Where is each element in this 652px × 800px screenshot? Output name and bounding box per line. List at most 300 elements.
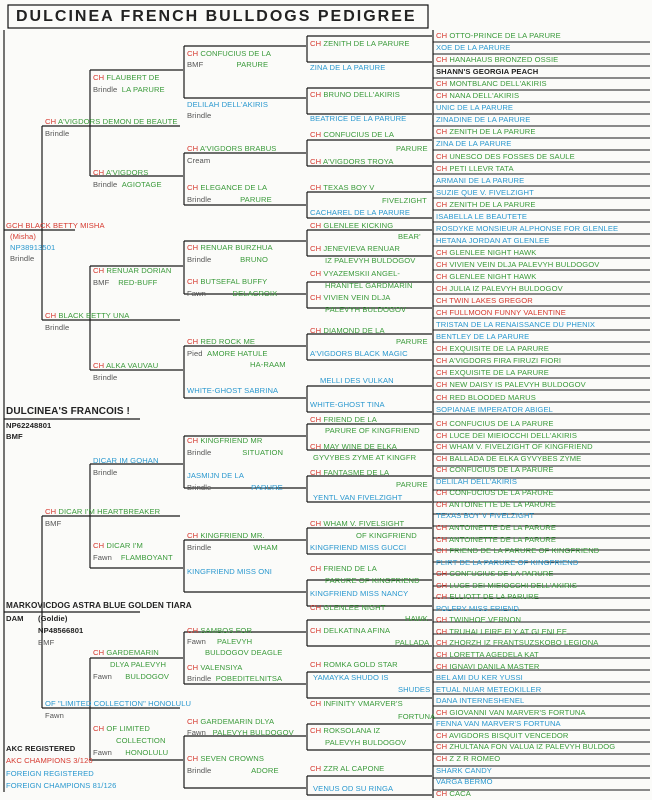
- ch-prefix: CH: [436, 380, 448, 390]
- ch-prefix: CH: [187, 337, 199, 346]
- ch-prefix: CH: [436, 344, 448, 354]
- dam-l3a-color: Brindle: [93, 468, 118, 477]
- dam-l6-name: DELILAH DELL'AKIRIS: [436, 476, 518, 486]
- dam-l3d-name2: COLLECTION: [116, 736, 166, 745]
- akc-registered: AKC REGISTERED: [6, 744, 76, 753]
- sire-l4-5-name2: DELACROIX: [232, 289, 278, 298]
- dam-l4-color: Fawn: [187, 637, 206, 646]
- dam-l3d-color: Fawn: [93, 748, 112, 757]
- sire-l6-name: A'VIGDORS FIRA FIRUZI FIORI: [448, 356, 562, 366]
- dam-l2a-color: BMF: [45, 519, 62, 528]
- sire-l3c-row2: [93, 278, 157, 287]
- ch-prefix: CH: [436, 79, 448, 89]
- dam-l6-name: FLIRT DE LA PARURE OF KINGFRIEND: [436, 557, 579, 567]
- sire-l6-name: TWIN LAKES GREGOR: [449, 296, 533, 306]
- ch-prefix: CH: [310, 244, 322, 253]
- ch-prefix: CH: [436, 419, 448, 428]
- dam-l5-name: GYVYBES ZYME AT KINGFR: [313, 453, 417, 462]
- sire-l6-name: SHANN'S GEORGIA PEACH: [436, 67, 539, 77]
- dam-l4-color: Brindle: [187, 483, 212, 492]
- sire-l6-row: [436, 31, 561, 40]
- dam-l4-name: SEVEN CROWNS: [200, 754, 265, 763]
- dam-l6-row: [436, 535, 556, 544]
- sire-l5-name: A'VIGDORS BLACK MAGIC: [310, 349, 408, 358]
- dam-l2a-name: DICAR I'M HEARTBREAKER: [58, 507, 161, 516]
- ch-prefix: CH: [436, 499, 448, 509]
- sire-l4-3-color: Brindle: [187, 195, 212, 204]
- ch-prefix: CH: [310, 468, 322, 477]
- ch-prefix: CH: [93, 724, 105, 733]
- ch-prefix: CH: [187, 754, 199, 763]
- ch-prefix: CH: [436, 453, 448, 463]
- ch-prefix: CH: [310, 183, 322, 192]
- ch-prefix: CH: [310, 564, 322, 573]
- sire-l4-0-row: [187, 49, 271, 58]
- sire-l4-3-row2: [187, 195, 272, 204]
- dam-l6-name: ANTOINETTE DE LA PARURE: [448, 522, 557, 532]
- dam-l5-name: KINGFRIEND MISS GUCCI: [310, 543, 407, 552]
- dam-l4-name: WHAM: [253, 543, 278, 552]
- dam-l6-name: CONFUCIUS DE LA PARURE: [449, 488, 554, 498]
- dam-l4-name: GARDEMARIN DLYA: [200, 717, 275, 726]
- sire-l4-4-color: Brindle: [187, 255, 212, 264]
- dam-l5-name: YENTL VAN FIVELZIGHT: [313, 493, 403, 502]
- dam-l6-name: SHARK CANDY: [436, 765, 492, 775]
- sire-l6-row: [436, 296, 533, 305]
- dam-l4-name: KINGFRIEND MR: [200, 436, 263, 445]
- dam-l3c-row3: [93, 672, 169, 681]
- sire-l6-row: [436, 152, 575, 161]
- sire-l6-row: [436, 67, 538, 76]
- dam-l3c-name3: BULDOGOV: [125, 672, 170, 681]
- dam-l1-reg: NP48566801: [38, 626, 84, 635]
- sire-l6-name: SOPIANAE IMPERATOR ABIGEL: [436, 404, 554, 414]
- sire-l4-6-name3: HA-RAAM: [250, 360, 286, 369]
- sire-l6-name: FULLMOON FUNNY VALENTINE: [449, 308, 566, 318]
- dam-l5-name: YAMAYKA SHUDO IS: [313, 673, 389, 682]
- dam-l4-name: PALEVYH: [217, 637, 253, 646]
- sire-l4-7-name1: WHITE-GHOST SABRINA: [187, 386, 279, 395]
- dam-l4-color: Fawn: [187, 728, 206, 737]
- sire-l3d-color: Brindle: [93, 373, 118, 382]
- sire-l5-name: GLENLEE KICKING: [323, 221, 394, 230]
- ch-prefix: CH: [436, 753, 448, 763]
- dam-l6-name: ZHULTANA FON VALUA IZ PALEVYH BULDOG: [449, 742, 616, 752]
- ch-prefix: CH: [310, 221, 322, 230]
- sire-l4-2-color: Cream: [187, 156, 211, 165]
- sire-l6-row: [436, 115, 530, 124]
- page-title: DULCINEA FRENCH BULLDOGS PEDIGREE: [16, 8, 417, 25]
- dam-l6-name: TRUHALI FIRE FLY AT GLENLEE: [449, 626, 568, 636]
- sire-l4-4-row: [187, 243, 273, 252]
- dam-l1-color: BMF: [38, 638, 55, 647]
- ch-prefix: CH: [310, 415, 322, 424]
- dam-l6-name: DANA INTERNESHENEL: [436, 696, 525, 706]
- sire-l1-reg: NP38913501: [10, 243, 56, 252]
- ch-prefix: CH: [436, 580, 448, 590]
- dam-l6-row: [436, 719, 561, 728]
- dam-l6-name: BEL AMI DU KER YUSSI: [436, 673, 523, 683]
- ch-prefix: CH: [310, 626, 322, 635]
- dam-l6-name: CONFUCIUS DE LA PARURE: [449, 419, 554, 428]
- ch-prefix: CH: [310, 293, 322, 302]
- sire-l6-name: GLENLEE NIGHT HAWK: [449, 272, 537, 281]
- sire-l6-name: ROSDYKE MONSIEUR ALPHONSE FOR GLENLEE: [436, 223, 619, 233]
- dam-l5-name: GLENLEE NIGHT: [323, 603, 386, 612]
- sire-l6-row: [436, 368, 549, 377]
- sire-l6-row: [436, 79, 547, 88]
- sire-l6-name: NANA DELL'AKIRIS: [449, 91, 520, 101]
- dam-l5-name: ZZR AL CAPONE: [323, 764, 385, 773]
- sire-l3a-color: Brindle: [93, 85, 118, 94]
- dam-l6-row: [436, 511, 534, 520]
- dam-l6-name: CONFUCIUS DE LA PARURE: [449, 465, 554, 475]
- ch-prefix: CH: [93, 361, 105, 370]
- ch-prefix: CH: [436, 522, 448, 532]
- sire-l5-name: FIVELZIGHT: [382, 196, 427, 205]
- sire-l6-row: [436, 356, 561, 365]
- ch-prefix: CH: [310, 726, 322, 735]
- dam-l6-name: LUCE DEI MIEIOCCHI DELL'AKIRIS: [449, 430, 578, 440]
- dam-l4-name: SAMBOS FOR: [200, 626, 253, 635]
- sire-l6-row: [436, 236, 549, 245]
- sire-l6-row: [436, 320, 595, 329]
- dam-l3d-name3: HONOLULU: [125, 748, 169, 757]
- sire-l5-name: VIVIEN VEIN DLJA: [323, 293, 391, 302]
- ch-prefix: CH: [187, 49, 199, 58]
- sire-l3b-name1: A'VIGDORS: [105, 168, 149, 177]
- ch-prefix: CH: [310, 442, 322, 451]
- dam-l3a-name1: DICAR IM GOHAN: [93, 456, 159, 465]
- sire-l6-row: [436, 43, 510, 52]
- ch-prefix: CH: [45, 117, 57, 126]
- dam-l6-row: [436, 789, 471, 798]
- sire-l4-4-row2: [187, 255, 268, 264]
- dam-l6-row: [436, 592, 539, 601]
- dam-l6-row: [436, 708, 586, 717]
- sire-l5-name: IZ PALEVYH BULDOGOV: [325, 256, 416, 265]
- ch-prefix: CH: [436, 284, 448, 294]
- dam-l6-row: [436, 777, 493, 786]
- sire-l4-0-name2: PARURE: [236, 60, 269, 69]
- ch-prefix: CH: [436, 707, 448, 717]
- dam-l5-name: SHUDES: [398, 685, 431, 694]
- dam-l6-row: [436, 442, 593, 451]
- sire-l4-2-name1: A'VIGDORS BRABUS: [199, 144, 277, 153]
- sire-l5-name: CONFUCIUS DE LA: [323, 130, 395, 139]
- dam-l5-name: OF KINGFRIEND: [356, 531, 417, 540]
- dam-l2a-row: [45, 507, 160, 516]
- akc-champions: AKC CHAMPIONS 3/126: [6, 756, 93, 765]
- dam-l6-row: [436, 465, 554, 474]
- dam-l6-row: [436, 673, 523, 682]
- sire-l6-name: UNESCO DES FOSSES DE SAULE: [449, 151, 575, 161]
- dam-l5-name: WHAM V. FIVELSIGHT: [323, 519, 405, 528]
- sire-l2a-name-row: [45, 117, 178, 126]
- ch-prefix: CH: [436, 442, 448, 452]
- dam-l6-row: [436, 685, 541, 694]
- sire-l4-2-row: [187, 144, 276, 153]
- sire-l6-row: [436, 200, 536, 209]
- sire-l4-0-row2: [187, 60, 268, 69]
- sire-l6-name: EXQUISITE DE LA PARURE: [449, 368, 549, 378]
- ch-prefix: CH: [310, 269, 322, 278]
- sire-l5-name: BEAR': [398, 232, 421, 241]
- dam-l6-row: [436, 650, 539, 659]
- dam-l6-name: WHAM V. FIVELZIGHT OF KINGFRIEND: [449, 442, 593, 452]
- sire-l6-name: EXQUISITE DE LA PARURE: [449, 344, 549, 354]
- sire-l2a-color: Brindle: [45, 129, 70, 138]
- dam-l3c-row: [93, 648, 159, 657]
- dam-l2b-color: Fawn: [45, 711, 64, 720]
- sire-l3a-name1: FLAUBERT DE: [106, 73, 160, 82]
- dam-l6-name: FRIEND DE LA PARURE OF KINGFRIEND: [449, 546, 600, 556]
- ch-prefix: CH: [436, 368, 448, 378]
- dam-l3b-color: Fawn: [93, 553, 112, 562]
- sire-l4-3-name1: ELEGANCE DE LA: [200, 183, 268, 192]
- dam-l5-name: ROMKA GOLD STAR: [323, 660, 398, 669]
- ch-prefix: CH: [436, 661, 448, 671]
- subject-reg: NP62248801: [6, 421, 52, 430]
- ch-prefix: CH: [187, 436, 199, 445]
- ch-prefix: CH: [436, 788, 448, 798]
- ch-prefix: CH: [436, 127, 448, 137]
- sire-l4-5-name1: BUTSEFAL BUFFY: [200, 277, 268, 286]
- ch-prefix: CH: [436, 55, 448, 65]
- ch-prefix: CH: [436, 296, 448, 306]
- dam-l5-name: FORTUNA: [398, 712, 436, 721]
- sire-l4-5-row: [187, 277, 267, 286]
- dam-l5-name: INFINITY VMARVER'S: [323, 699, 403, 708]
- dam-l4-color: Brindle: [187, 674, 212, 683]
- sire-l6-name: HANAHAUS BRONZED OSSIE: [449, 55, 559, 65]
- sire-l6-row: [436, 272, 536, 281]
- dam-l3d-row: [93, 724, 150, 733]
- ch-prefix: CH: [93, 648, 105, 657]
- sire-l6-row: [436, 176, 524, 185]
- ch-prefix: CH: [436, 592, 448, 602]
- dam-l4-name: KINGFRIEND MR.: [200, 531, 265, 540]
- subject-color: BMF: [6, 432, 23, 441]
- ch-prefix: CH: [436, 151, 448, 161]
- sire-l3c-color: BMF: [93, 278, 110, 287]
- sire-l6-name: VIVIEN VEIN DLJA PALEVYH BULDOGOV: [449, 259, 600, 269]
- ch-prefix: CH: [436, 31, 448, 40]
- ch-prefix: CH: [436, 91, 448, 101]
- dam-l5-name: MAY WINE DE ELKA: [323, 442, 397, 451]
- dam-l3d-name1: OF LIMITED: [106, 724, 151, 733]
- dam-l6-name: IGNAVI DANILA MASTER: [449, 661, 540, 671]
- dam-l4-name: JASMIJN DE LA: [187, 471, 244, 480]
- ch-prefix: CH: [187, 183, 199, 192]
- sire-l1-call: (Misha): [10, 232, 37, 241]
- ch-prefix: CH: [310, 699, 322, 708]
- ch-prefix: CH: [310, 603, 322, 612]
- sire-l1-name-row: [6, 221, 105, 230]
- ch-prefix: CH: [187, 531, 199, 540]
- dam-l6-name: BALLADA DE ELKA GYVYBES ZYME: [449, 453, 582, 463]
- sire-l6-name: GLENLEE NIGHT HAWK: [449, 247, 537, 257]
- ch-prefix: CH: [310, 660, 322, 669]
- ch-prefix: CH: [187, 144, 199, 153]
- dam-l6-name: ZHORZH IZ FRANTSUZSKOBO LEGIONA: [449, 638, 599, 648]
- dam-l5-name: ROKSOLANA IZ: [323, 726, 381, 735]
- sire-l6-name: BENTLEY DE LA PARURE: [436, 332, 530, 342]
- sire-l6-name: ARMANI DE LA PARURE: [436, 175, 525, 185]
- sire-l3a-row: [93, 73, 160, 82]
- dam-l4-name: PARURE: [251, 483, 283, 492]
- sire-l5-name: HRANITEL GARDMARIN: [325, 281, 413, 290]
- sire-l6-name: MONTBLANC DELL'AKIRIS: [449, 79, 547, 89]
- dam-l6-row: [436, 477, 517, 486]
- dam-l3b-row: [93, 541, 143, 550]
- sire-l2a-name: A'VIGDORS DEMON DE BEAUTE: [57, 117, 178, 126]
- sire-l4-0-name1: CONFUCIUS DE LA: [200, 49, 272, 58]
- sire-l4-5-color: Fawn: [187, 289, 206, 298]
- sire-l5-name: MELLI DES VULKAN: [320, 376, 394, 385]
- sire-l6-row: [436, 224, 618, 233]
- sire-l6-name: XOE DE LA PARURE: [436, 43, 511, 53]
- sire-l5-name: ZENITH DE LA PARURE: [323, 39, 410, 48]
- ch-prefix: CH: [187, 626, 199, 635]
- sire-l5-name: VYAZEMSKII ANGEL-: [323, 269, 401, 278]
- sire-l2b-name-row: [45, 311, 129, 320]
- ch-prefix: CH: [436, 615, 448, 625]
- dam-l6-name: FENNA VAN MARVER'S FORTUNA: [436, 719, 561, 729]
- sire-l3b-name2: AGIOTAGE: [121, 180, 162, 189]
- sire-l6-row: [436, 405, 553, 414]
- dam-l6-row: [436, 488, 554, 497]
- dam-l5-name: HAWK: [405, 614, 428, 623]
- sire-l4-6-name2: AMORE HATULE: [207, 349, 268, 358]
- dam-label: DAM: [6, 614, 24, 623]
- sire-l6-name: HETANA JORDAN AT GLENLEE: [436, 235, 550, 245]
- sire-l5-name: BRUNO DELL'AKIRIS: [323, 90, 400, 99]
- sire-l2b-name: BLACK BETTY UNA: [58, 311, 130, 320]
- sire-l4-0-color: BMF: [187, 60, 204, 69]
- ch-prefix: CH: [310, 130, 322, 139]
- ch-prefix: CH: [436, 488, 448, 498]
- dam-l6-row: [436, 523, 556, 532]
- dam-l3d-row3: [93, 748, 168, 757]
- sire-l4-6-name1: RED ROCK ME: [200, 337, 256, 346]
- dam-l5-name: PARURE OF KINGFRIEND: [325, 426, 420, 435]
- ch-prefix: CH: [310, 764, 322, 773]
- dam-l2b-name: OF "LIMITED COLLECTION" HONOLULU: [45, 699, 192, 708]
- dam-l6-row: [436, 662, 539, 671]
- sire-l6-name: RED BLOODED MARUS: [449, 392, 536, 402]
- sire-l6-name: OTTO-PRINCE DE LA PARURE: [449, 31, 561, 40]
- sire-l5-name: PALEVYH BULDOGOV: [325, 305, 407, 314]
- sire-l6-row: [436, 127, 536, 136]
- sire-l5-name: JENEVIEVA RENUAR: [323, 244, 400, 253]
- dam-l4-color: Brindle: [187, 766, 212, 775]
- dam-l6-name: GIOVANNI VAN MARVER'S FORTUNA: [449, 707, 586, 717]
- sire-l6-row: [436, 188, 534, 197]
- sire-l1-name: BLACK BETTY MISHA: [25, 221, 105, 230]
- sire-l5-name: A'VIGDORS TROYA: [322, 157, 394, 166]
- dam-l4-name: PALEVYH BULDOGOV: [212, 728, 294, 737]
- ch-prefix: CH: [436, 199, 448, 209]
- dam-l6-row: [436, 731, 569, 740]
- dam-l4-color: Brindle: [187, 448, 212, 457]
- dam-l5-name: FRIEND DE LA: [323, 415, 377, 424]
- ch-prefix: CH: [436, 534, 448, 544]
- ch-prefix: CH: [187, 717, 199, 726]
- ch-prefix: CH: [187, 277, 199, 286]
- sire-l6-name: ZINADINE DE LA PARURE: [436, 115, 531, 125]
- dam-l6-row: [436, 581, 577, 590]
- ch-prefix: CH: [93, 266, 105, 275]
- sire-l6-row: [436, 380, 586, 389]
- foreign-registered: FOREIGN REGISTERED: [6, 769, 94, 778]
- dam-l5-name: KINGFRIEND MISS NANCY: [310, 589, 409, 598]
- dam-l6-row: [436, 742, 615, 751]
- dam-l3c-name2: DLYA PALEVYH: [110, 660, 167, 669]
- dam-l3b-name2: FLAMBOYANT: [120, 553, 173, 562]
- dam-l6-name: CACA: [449, 788, 471, 798]
- ch-prefix: CH: [436, 392, 448, 402]
- sire-l5-name: PARURE: [396, 337, 428, 346]
- ch-prefix: CH: [436, 650, 448, 659]
- sire-l2b-color: Brindle: [45, 323, 70, 332]
- dam-l3b-name1: DICAR I'M: [106, 541, 143, 550]
- ch-prefix: CH: [93, 168, 105, 177]
- dam-l4-name: POBEDITELNITSA: [215, 674, 283, 683]
- dam-l1-name: MARKOVICDOG ASTRA BLUE GOLDEN TIARA: [6, 601, 192, 610]
- sire-l6-name: ZENITH DE LA PARURE: [449, 199, 536, 209]
- sire-l4-1-color: Brindle: [187, 111, 212, 120]
- ch-prefix: CH: [310, 90, 322, 99]
- sire-l3a-row2: [93, 85, 165, 94]
- dam-l4-name: BULDOGOV DEAGLE: [205, 648, 283, 657]
- dam-l3b-row2: [93, 553, 173, 562]
- ch-prefix: CH: [310, 157, 322, 166]
- sire-l6-row: [436, 55, 558, 64]
- ch-prefix: CH: [436, 730, 448, 740]
- ch-prefix: CH: [436, 247, 448, 257]
- ch-prefix: CH: [45, 311, 57, 320]
- sire-l5-name: TEXAS BOY V: [323, 183, 375, 192]
- sire-l5-name: BEATRICE DE LA PARURE: [310, 114, 407, 123]
- ch-prefix: CH: [93, 541, 105, 550]
- sire-l6-name: SUZIE QUE V. FIVELZIGHT: [436, 187, 534, 197]
- ch-prefix: CH: [436, 356, 448, 366]
- sire-l6-row: [436, 260, 599, 269]
- sire-l4-6-color: Pied: [187, 349, 203, 358]
- dam-l6-name: AVIGDORS BISQUIT VENCEDOR: [448, 730, 569, 740]
- ch-prefix: CH: [436, 638, 448, 648]
- ch-prefix: CH: [93, 73, 105, 82]
- ch-prefix: CH: [436, 626, 448, 636]
- dam-l6-name: POLFRY MISS FRIEND: [436, 603, 519, 613]
- dam-l5-name: FANTASME DE LA: [323, 468, 390, 477]
- dam-l6-row: [436, 615, 521, 624]
- sire-l6-name: ZENITH DE LA PARURE: [449, 127, 536, 137]
- dam-l6-name: Z Z R ROMEO: [449, 753, 501, 763]
- dam-l6-row: [436, 546, 599, 555]
- dam-l6-row: [436, 558, 578, 567]
- dam-l6-name: TWINHOE VERNON: [449, 615, 522, 625]
- sire-l3d-name1: ALKA VAUVAU: [105, 361, 159, 370]
- sire-l6-name: JULIA IZ PALEVYH BULDOGOV: [449, 284, 563, 294]
- dam-l6-name: ETUAL NUAR METEOKILLER: [436, 684, 542, 694]
- sire-l6-row: [436, 103, 513, 112]
- sire-l6-row: [436, 139, 511, 148]
- ch-prefix: CH: [187, 243, 199, 252]
- sire-l6-row: [436, 393, 536, 402]
- sire-l3b-color: Brindle: [93, 180, 118, 189]
